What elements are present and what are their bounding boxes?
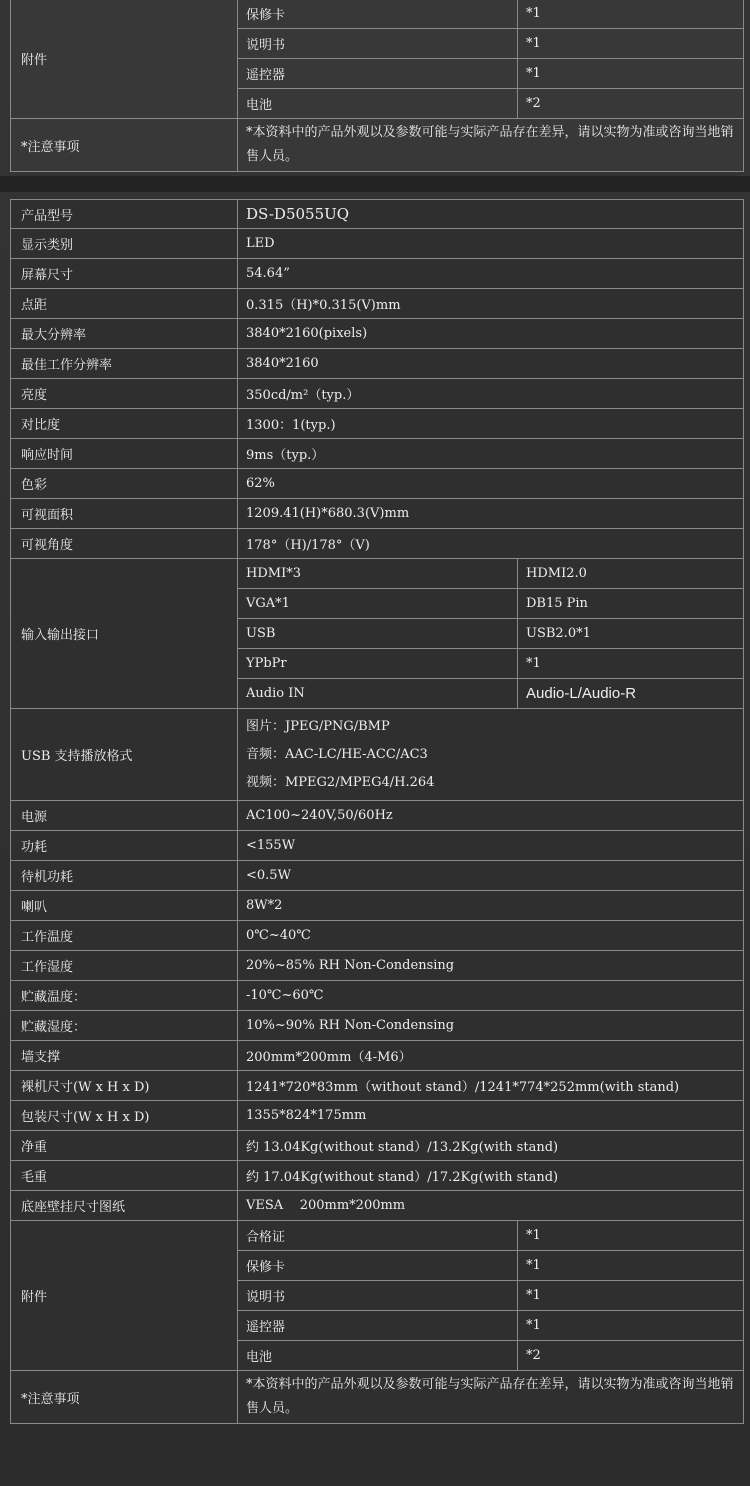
port-detail: *1 bbox=[518, 649, 744, 679]
accessory-name: 遥控器 bbox=[238, 1311, 518, 1341]
spec-value: 0℃~40℃ bbox=[238, 921, 744, 951]
accessory-name: 说明书 bbox=[238, 1281, 518, 1311]
spec-label: 净重 bbox=[11, 1131, 238, 1161]
spec-label: 裸机尺寸(W x H x D) bbox=[11, 1071, 238, 1101]
port-detail: Audio-L/Audio-R bbox=[518, 679, 744, 709]
spec-label: 最佳工作分辨率 bbox=[11, 349, 238, 379]
spec-label: 屏幕尺寸 bbox=[11, 259, 238, 289]
spec-value: AC100~240V,50/60Hz bbox=[238, 801, 744, 831]
top-accessories-table bbox=[10, 0, 744, 172]
spec-value: 20%~85% RH Non-Condensing bbox=[238, 951, 744, 981]
spec-value: 350cd/m²（typ.） bbox=[238, 379, 744, 409]
spec-value: 约 13.04Kg(without stand）/13.2Kg(with stand) bbox=[238, 1131, 744, 1161]
spec-value: 8W*2 bbox=[238, 891, 744, 921]
spec-label: 亮度 bbox=[11, 379, 238, 409]
accessory-qty: *1 bbox=[518, 1311, 744, 1341]
note-text: *本资料中的产品外观以及参数可能与实际产品存在差异，请以实物为准或咨询当地销售人员。 bbox=[238, 119, 744, 172]
accessories-label: 附件 bbox=[11, 0, 238, 119]
spec-label: 显示类别 bbox=[11, 229, 238, 259]
spec-label: 贮藏温度： bbox=[11, 981, 238, 1011]
spec-label: 响应时间 bbox=[11, 439, 238, 469]
section-divider bbox=[0, 176, 750, 192]
spec-value: 1355*824*175mm bbox=[238, 1101, 744, 1131]
spec-label: 喇叭 bbox=[11, 891, 238, 921]
spec-value: -10℃~60℃ bbox=[238, 981, 744, 1011]
usb-format-line: 音频：AAC-LC/HE-ACC/AC3 bbox=[246, 746, 428, 762]
spec-value: 约 17.04Kg(without stand）/17.2Kg(with stand) bbox=[238, 1161, 744, 1191]
spec-label: 包装尺寸(W x H x D) bbox=[11, 1101, 238, 1131]
spec-value: 3840*2160 bbox=[238, 349, 744, 379]
spec-label: 可视面积 bbox=[11, 499, 238, 529]
accessory-qty: *2 bbox=[518, 89, 744, 119]
spec-value: <155W bbox=[238, 831, 744, 861]
port-name: HDMI*3 bbox=[238, 559, 518, 589]
accessory-name: 保修卡 bbox=[238, 1251, 518, 1281]
note-label: *注意事项 bbox=[11, 1371, 238, 1424]
spec-value: 1241*720*83mm（without stand）/1241*774*252mm(with stand) bbox=[238, 1071, 744, 1101]
port-name: YPbPr bbox=[238, 649, 518, 679]
accessory-name: 电池 bbox=[238, 89, 518, 119]
accessory-name: 说明书 bbox=[238, 29, 518, 59]
spec-value: 200mm*200mm（4-M6） bbox=[238, 1041, 744, 1071]
accessory-qty: *1 bbox=[518, 29, 744, 59]
spec-value: 3840*2160(pixels) bbox=[238, 319, 744, 349]
note-text: *本资料中的产品外观以及参数可能与实际产品存在差异，请以实物为准或咨询当地销售人员。 bbox=[238, 1371, 744, 1424]
model-number: DS-D5055UQ bbox=[238, 200, 744, 229]
spec-table bbox=[10, 199, 744, 1424]
port-name: Audio IN bbox=[238, 679, 518, 709]
spec-label: 毛重 bbox=[11, 1161, 238, 1191]
spec-label: 底座壁挂尺寸图纸 bbox=[11, 1191, 238, 1221]
spec-value: 9ms（typ.） bbox=[238, 439, 744, 469]
usb-formats-list bbox=[238, 709, 744, 801]
accessory-qty: *1 bbox=[518, 1221, 744, 1251]
port-detail: DB15 Pin bbox=[518, 589, 744, 619]
ports-label: 输入输出接口 bbox=[11, 559, 238, 709]
spec-label: 工作温度 bbox=[11, 921, 238, 951]
spec-label: 工作湿度 bbox=[11, 951, 238, 981]
spec-value: 1209.41(H)*680.3(V)mm bbox=[238, 499, 744, 529]
usb-formats-label: USB 支持播放格式 bbox=[11, 709, 238, 801]
usb-format-line: 视频：MPEG2/MPEG4/H.264 bbox=[246, 774, 435, 790]
spec-label: 对比度 bbox=[11, 409, 238, 439]
spec-value: 178°（H)/178°（V) bbox=[238, 529, 744, 559]
accessory-name: 合格证 bbox=[238, 1221, 518, 1251]
spec-label: 功耗 bbox=[11, 831, 238, 861]
spec-label: 最大分辨率 bbox=[11, 319, 238, 349]
port-name: USB bbox=[238, 619, 518, 649]
spec-label: 可视角度 bbox=[11, 529, 238, 559]
spec-label: 电源 bbox=[11, 801, 238, 831]
usb-format-line: 图片：JPEG/PNG/BMP bbox=[246, 718, 390, 734]
spec-value: LED bbox=[238, 229, 744, 259]
spec-value: VESA 200mm*200mm bbox=[238, 1191, 744, 1221]
spec-value: 54.64” bbox=[238, 259, 744, 289]
spec-value: 1300：1(typ.) bbox=[238, 409, 744, 439]
accessory-name: 遥控器 bbox=[238, 59, 518, 89]
port-detail: HDMI2.0 bbox=[518, 559, 744, 589]
spec-label: 点距 bbox=[11, 289, 238, 319]
accessories-label: 附件 bbox=[11, 1221, 238, 1371]
spec-label: 产品型号 bbox=[11, 200, 238, 229]
spec-label: 贮藏湿度： bbox=[11, 1011, 238, 1041]
spec-label: 色彩 bbox=[11, 469, 238, 499]
accessory-qty: *2 bbox=[518, 1341, 744, 1371]
accessory-name: 电池 bbox=[238, 1341, 518, 1371]
accessory-qty: *1 bbox=[518, 1251, 744, 1281]
accessory-qty: *1 bbox=[518, 0, 744, 29]
spec-label: 墙支撑 bbox=[11, 1041, 238, 1071]
port-name: VGA*1 bbox=[238, 589, 518, 619]
spec-value: 0.315（H)*0.315(V)mm bbox=[238, 289, 744, 319]
note-label: *注意事项 bbox=[11, 119, 238, 172]
spec-value: <0.5W bbox=[238, 861, 744, 891]
spec-label: 待机功耗 bbox=[11, 861, 238, 891]
spec-value: 10%~90% RH Non-Condensing bbox=[238, 1011, 744, 1041]
accessory-qty: *1 bbox=[518, 1281, 744, 1311]
accessory-name: 保修卡 bbox=[238, 0, 518, 29]
spec-value: 62% bbox=[238, 469, 744, 499]
port-detail: USB2.0*1 bbox=[518, 619, 744, 649]
accessory-qty: *1 bbox=[518, 59, 744, 89]
